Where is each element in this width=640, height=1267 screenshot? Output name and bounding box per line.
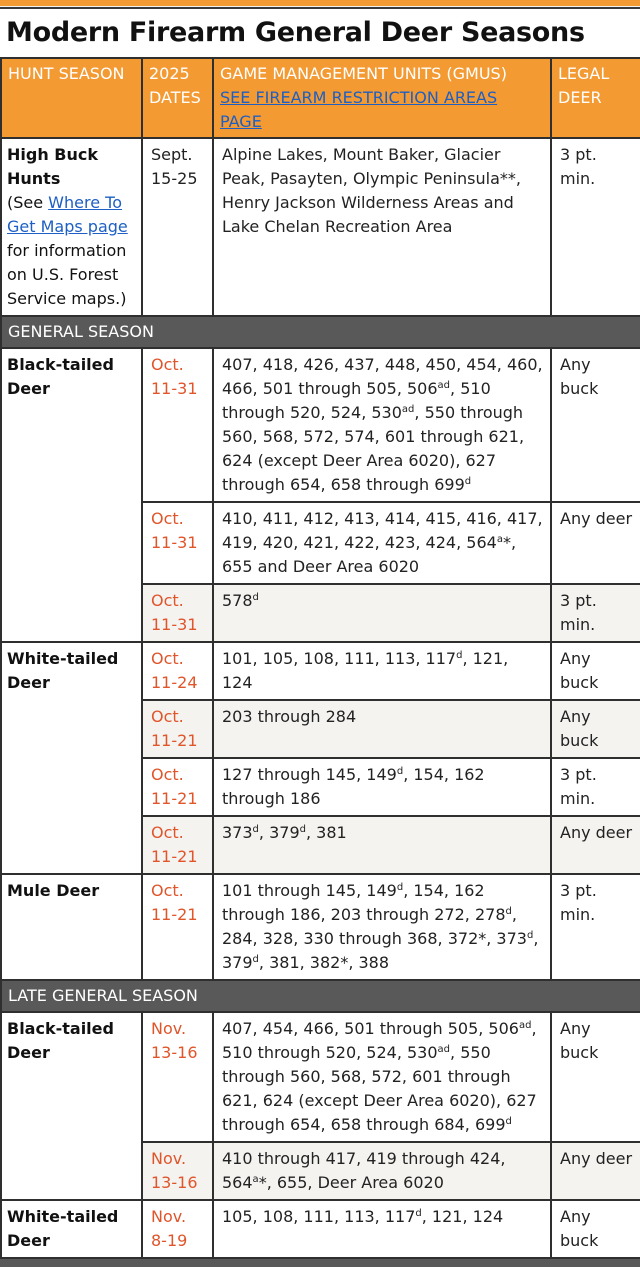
header-hunt-season: HUNT SEASON — [1, 58, 142, 138]
late-species-label-blacktail: Black-tailed Deer — [1, 1012, 142, 1200]
section-title-general: GENERAL SEASON — [1, 316, 640, 348]
species-label-blacktail: Black-tailed Deer — [1, 348, 142, 642]
units-cell: 101 through 145, 149$^d$, 154, 162 through 186, 203 through 272, 278$^d$, 284, 328, 330 through 368, 372*, 373$^d$, 379$^d$, 381, 382*, 388 — [213, 874, 551, 980]
deer-seasons-table — [0, 57, 640, 1259]
date-cell: Sept. 15-25 — [142, 138, 213, 316]
date-cell: Oct. 11-21 — [142, 758, 213, 816]
header-legal-deer: LEGAL DEER — [551, 58, 640, 138]
date-cell: Oct. 11-21 — [142, 874, 213, 980]
top-accent-bar — [0, 0, 640, 6]
units-cell: Alpine Lakes, Mount Baker, Glacier Peak, Pasayten, Olympic Peninsula**, Henry Jackson Wilderness Areas and Lake Chelan Recreation Area — [213, 138, 551, 316]
date-cell: Oct. 11-31 — [142, 502, 213, 584]
units-cell: 101, 105, 108, 111, 113, 117$^d$, 121, 124 — [213, 642, 551, 700]
date-cell: Oct. 11-24 — [142, 642, 213, 700]
species-label-mule: Mule Deer — [1, 874, 142, 980]
units-cell: 407, 418, 426, 437, 448, 450, 454, 460, 466, 501 through 505, $506^{ad}$, 510 through 520, 524, $530^{ad}$, 550 through 560, 568, 572, 574, 601 through 621, 624 (except Deer Area 6020), 627 through 654, 658 through 699$^d$ — [213, 348, 551, 502]
date-cell: Nov. 8-19 — [142, 1200, 213, 1258]
firearm-restriction-areas-link[interactable]: SEE FIREARM RESTRICTION AREAS PAGE — [220, 88, 498, 131]
section-title-late: LATE GENERAL SEASON — [1, 980, 640, 1012]
units-cell: 127 through 145, 149$^d$, 154, 162 through 186 — [213, 758, 551, 816]
legal-cell: 3 pt. min. — [551, 874, 640, 980]
species-label-whitetail: White-tailed Deer — [1, 642, 142, 874]
date-cell: Oct. 11-21 — [142, 700, 213, 758]
date-cell: Oct. 11-21 — [142, 816, 213, 874]
table-row — [1, 874, 640, 980]
legal-cell: 3 pt. min. — [551, 758, 640, 816]
date-cell: Nov. 13-16 — [142, 1142, 213, 1200]
date-cell: Nov. 13-16 — [142, 1012, 213, 1142]
legal-cell: Any buck — [551, 700, 640, 758]
table-row — [1, 1012, 640, 1142]
units-cell: 203 through 284 — [213, 700, 551, 758]
units-cell: 407, 454, 466, 501 through 505, $506^{ad}$, 510 through 520, 524, $530^{ad}$, 550 through 560, 568, 572, 601 through 621, 624 (except Deer Area 6020), 627 through 654, 658 through 684, 699$^d$ — [213, 1012, 551, 1142]
table-header-row — [1, 58, 640, 138]
units-cell: 105, 108, 111, 113, 117$^d$, 121, 124 — [213, 1200, 551, 1258]
where-to-get-maps-link[interactable]: Where To Get Maps page — [7, 193, 128, 236]
legal-cell: 3 pt. min. — [551, 138, 640, 316]
table-row — [1, 138, 640, 316]
section-row-late — [1, 980, 640, 1012]
high-buck-note: (See Where To Get Maps page for information on U.S. Forest Service maps.) — [7, 193, 128, 308]
header-gmus — [213, 58, 551, 138]
page-title: Modern Firearm General Deer Seasons — [0, 9, 640, 57]
date-cell: Oct. 11-31 — [142, 584, 213, 642]
legal-cell: Any buck — [551, 1012, 640, 1142]
legal-cell: Any buck — [551, 642, 640, 700]
bottom-divider — [0, 1259, 640, 1267]
units-cell: 410, 411, 412, 413, 414, 415, 416, 417, 419, 420, 421, 422, 423, 424, 564$^a$*, 655 and Deer Area 6020 — [213, 502, 551, 584]
legal-cell: Any deer — [551, 502, 640, 584]
legal-cell: Any deer — [551, 816, 640, 874]
units-cell: 410 through 417, 419 through 424, 564$^a$*, 655, Deer Area 6020 — [213, 1142, 551, 1200]
table-row — [1, 642, 640, 700]
date-cell: Oct. 11-31 — [142, 348, 213, 502]
units-cell: 578$^d$ — [213, 584, 551, 642]
legal-cell: 3 pt. min. — [551, 584, 640, 642]
table-row — [1, 348, 640, 502]
header-dates: 2025 DATES — [142, 58, 213, 138]
legal-cell: Any buck — [551, 1200, 640, 1258]
legal-cell: Any deer — [551, 1142, 640, 1200]
late-species-label-whitetail: White-tailed Deer — [1, 1200, 142, 1258]
high-buck-cell — [1, 138, 142, 316]
units-cell: 373$^d$, 379$^d$, 381 — [213, 816, 551, 874]
header-gmus-label: GAME MANAGEMENT UNITS (GMUS) — [220, 64, 507, 83]
high-buck-label: High Buck Hunts — [7, 145, 98, 188]
table-row — [1, 1200, 640, 1258]
section-row-general — [1, 316, 640, 348]
legal-cell: Any buck — [551, 348, 640, 502]
